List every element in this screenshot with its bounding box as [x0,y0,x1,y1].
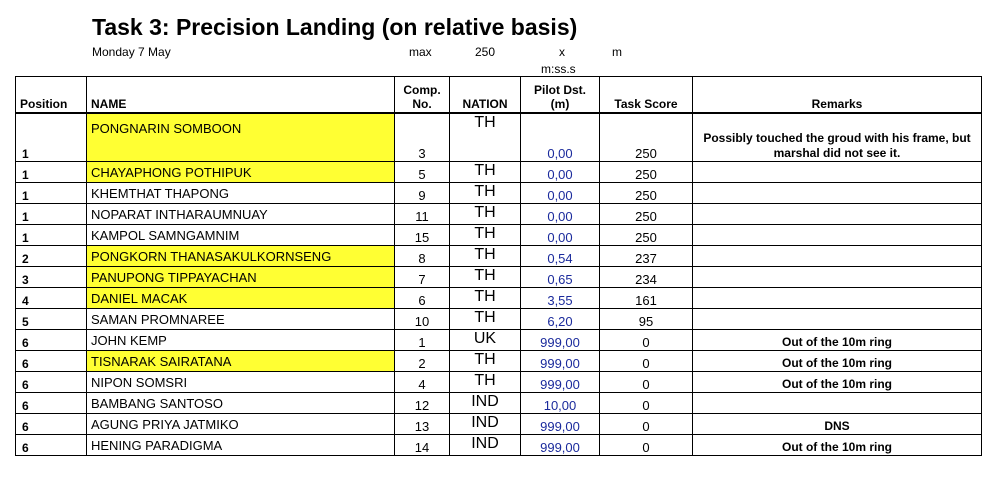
task-score-cell: 95 [600,309,693,330]
header-dst-line2: (m) [550,97,570,111]
remarks-cell: Out of the 10m ring [693,372,982,393]
table-row [16,246,982,267]
comp-number-cell: 13 [395,414,450,435]
table-row [16,414,982,435]
pilot-name-cell: PONGNARIN SOMBOON [87,113,395,162]
pilot-name-cell: BAMBANG SANTOSO [87,393,395,414]
table-row [16,309,982,330]
remarks-cell [693,288,982,309]
pilot-distance-cell: 999,00 [521,435,600,456]
nation-cell: TH [450,288,521,309]
header-nation: NATION [450,77,521,114]
position-cell: 6 [16,435,87,456]
date-label: Monday 7 May [92,45,171,59]
pilot-distance-cell: 0,65 [521,267,600,288]
task-score-cell: 0 [600,330,693,351]
pilot-distance-cell: 0,54 [521,246,600,267]
task-score-cell: 234 [600,267,693,288]
nation-cell: TH [450,113,521,162]
task-score-cell: 250 [600,225,693,246]
header-comp-line2: No. [412,97,432,111]
position-cell: 1 [16,183,87,204]
header-position: Position [16,77,87,114]
task-score-cell: 0 [600,372,693,393]
nation-cell: TH [450,204,521,225]
header-dst [521,77,600,114]
remarks-cell: Out of the 10m ring [693,435,982,456]
table-row [16,183,982,204]
pilot-distance-cell: 6,20 [521,309,600,330]
pilot-name-cell: PONGKORN THANASAKULKORNSENG [87,246,395,267]
task-score-cell: 161 [600,288,693,309]
comp-number-cell: 5 [395,162,450,183]
nation-cell: TH [450,309,521,330]
nation-cell: IND [450,435,521,456]
remarks-cell: DNS [693,414,982,435]
pilot-distance-cell: 10,00 [521,393,600,414]
pilot-distance-cell: 0,00 [521,162,600,183]
nation-cell: TH [450,351,521,372]
position-cell: 6 [16,414,87,435]
table-row [16,435,982,456]
task-score-cell: 0 [600,393,693,414]
header-row [16,77,982,114]
remarks-cell [693,309,982,330]
pilot-name-cell: PANUPONG TIPPAYACHAN [87,267,395,288]
pilot-distance-cell: 0,00 [521,183,600,204]
position-cell: 1 [16,225,87,246]
table-row [16,225,982,246]
max-value: 250 [475,45,496,59]
header-dst-line1: Pilot Dst. [533,83,586,97]
comp-number-cell: 12 [395,393,450,414]
header-score: Task Score [600,77,693,114]
nation-cell: IND [450,414,521,435]
remarks-cell [693,183,982,204]
pilot-name-cell: KAMPOL SAMNGAMNIM [87,225,395,246]
pilot-name-cell: HENING PARADIGMA [87,435,395,456]
nation-cell: TH [450,372,521,393]
task-score-cell: 0 [600,414,693,435]
header-comp-line1: Comp. [403,83,441,97]
position-cell: 2 [16,246,87,267]
unit-m-label: m [612,45,622,59]
position-cell: 6 [16,351,87,372]
comp-number-cell: 9 [395,183,450,204]
comp-number-cell: 2 [395,351,450,372]
pilot-name-cell: NIPON SOMSRI [87,372,395,393]
header-name: NAME [87,77,395,114]
table-row [16,113,982,162]
task-score-cell: 237 [600,246,693,267]
comp-number-cell: 7 [395,267,450,288]
nation-cell: IND [450,393,521,414]
remarks-cell [693,267,982,288]
remarks-cell [693,393,982,414]
nation-cell: TH [450,225,521,246]
pilot-name-cell: KHEMTHAT THAPONG [87,183,395,204]
comp-number-cell: 3 [395,113,450,162]
position-cell: 6 [16,330,87,351]
pilot-name-cell: CHAYAPHONG POTHIPUK [87,162,395,183]
pilot-distance-cell: 3,55 [521,288,600,309]
pilot-distance-cell: 999,00 [521,351,600,372]
pilot-name-cell: TISNARAK SAIRATANA [87,351,395,372]
pilot-distance-cell: 999,00 [521,414,600,435]
remarks-cell: Out of the 10m ring [693,330,982,351]
unit-time-label: m:ss.s [541,62,576,76]
nation-cell: TH [450,267,521,288]
header-comp [395,77,450,114]
pilot-name-cell: NOPARAT INTHARAUMNUAY [87,204,395,225]
position-cell: 1 [16,204,87,225]
table-row [16,288,982,309]
comp-number-cell: 8 [395,246,450,267]
position-cell: 4 [16,288,87,309]
nation-cell: UK [450,330,521,351]
task-score-cell: 0 [600,351,693,372]
pilot-name-cell: DANIEL MACAK [87,288,395,309]
pilot-name-cell: SAMAN PROMNAREE [87,309,395,330]
table-row [16,330,982,351]
table-row [16,204,982,225]
comp-number-cell: 14 [395,435,450,456]
remarks-cell [693,204,982,225]
pilot-distance-cell: 0,00 [521,113,600,162]
header-remarks: Remarks [693,77,982,114]
task-score-cell: 250 [600,113,693,162]
comp-number-cell: 15 [395,225,450,246]
position-cell: 6 [16,393,87,414]
task-score-cell: 0 [600,435,693,456]
position-cell: 3 [16,267,87,288]
pilot-name-cell: JOHN KEMP [87,330,395,351]
remarks-cell: Out of the 10m ring [693,351,982,372]
position-cell: 1 [16,113,87,162]
nation-cell: TH [450,162,521,183]
comp-number-cell: 11 [395,204,450,225]
position-cell: 6 [16,372,87,393]
table-row [16,393,982,414]
comp-number-cell: 10 [395,309,450,330]
task-score-cell: 250 [600,204,693,225]
comp-number-cell: 4 [395,372,450,393]
pilot-distance-cell: 0,00 [521,204,600,225]
remarks-cell: Possibly touched the groud with his frame, but marshal did not see it. [693,113,982,162]
table-row [16,162,982,183]
task-score-cell: 250 [600,183,693,204]
comp-number-cell: 6 [395,288,450,309]
task-score-cell: 250 [600,162,693,183]
table-row [16,372,982,393]
comp-number-cell: 1 [395,330,450,351]
remarks-cell [693,225,982,246]
x-label: x [559,45,565,59]
remarks-cell [693,246,982,267]
nation-cell: TH [450,246,521,267]
pilot-distance-cell: 999,00 [521,330,600,351]
table-row [16,351,982,372]
nation-cell: TH [450,183,521,204]
page-title: Task 3: Precision Landing (on relative basis) [92,14,578,40]
position-cell: 5 [16,309,87,330]
table-row [16,267,982,288]
remarks-cell [693,162,982,183]
pilot-distance-cell: 0,00 [521,225,600,246]
position-cell: 1 [16,162,87,183]
max-label: max [409,45,432,59]
results-table [15,76,982,456]
pilot-distance-cell: 999,00 [521,372,600,393]
pilot-name-cell: AGUNG PRIYA JATMIKO [87,414,395,435]
